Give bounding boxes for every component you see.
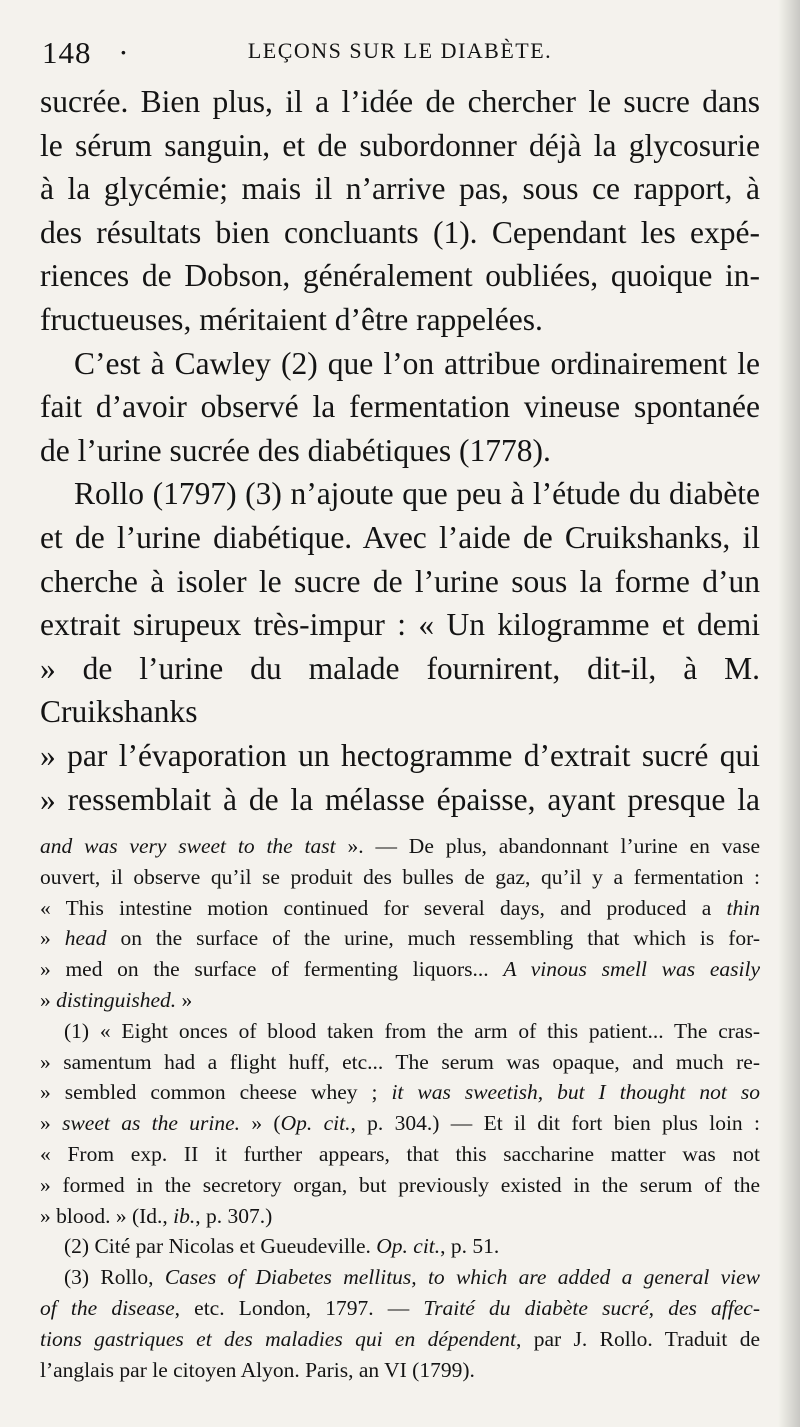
page-number-value: 148: [42, 35, 92, 70]
text-line: sucrée. Bien plus, il a l’idée de chercher le sucre dans: [40, 84, 760, 119]
text-line: de l’urine sucrée des diabétiques (1778).: [40, 432, 551, 468]
note-line: « This intestine motion continued for several days, and produced a thin: [40, 895, 760, 920]
footnote-3: [40, 1262, 760, 1385]
note-line: « From exp. II it further appears, that this saccharine matter was not: [40, 1142, 760, 1167]
note-line: » distinguished. »: [40, 988, 193, 1013]
note-line: of the disease, etc. London, 1797. — Traité du diabète sucré, des affec-: [40, 1296, 760, 1321]
text-line: » ressemblait à de la mélasse épaisse, ayant presque la: [40, 781, 760, 817]
note-line: and was very sweet to the tast ». — De plus, abandonnant l’urine en vase: [40, 834, 760, 859]
text-line: Rollo (1797) (3) n’ajoute que peu à l’étude du diabète: [74, 476, 760, 512]
text-line: des résultats bien concluants (1). Cependant les expé-: [40, 214, 760, 250]
page-number-dot: ·: [118, 35, 130, 70]
note-line: (2) Cité par Nicolas et Gueudeville. Op. cit., p. 51.: [64, 1234, 500, 1259]
text-line: riences de Dobson, généralement oubliées, quoique in-: [40, 258, 760, 294]
page-edge-shadow: [778, 0, 800, 1427]
text-line: fait d’avoir observé la fermentation vineuse spontanée: [40, 389, 760, 425]
note-line: tions gastriques et des maladies qui en dépendent, par J. Rollo. Traduit de: [40, 1326, 760, 1351]
note-line: » sweet as the urine. » (Op. cit., p. 304.) — Et il dit fort bien plus loin :: [40, 1111, 760, 1136]
note-line: l’anglais par le citoyen Alyon. Paris, an VI (1799).: [40, 1357, 475, 1382]
text-line: cherche à isoler le sucre de l’urine sous la forme d’un: [40, 563, 760, 599]
note-line: (3) Rollo, Cases of Diabetes mellitus, to which are added a general view: [64, 1265, 760, 1290]
note-line: ouvert, il observe qu’il se produit des bulles de gaz, qu’il y a fermentation :: [40, 864, 760, 889]
footnotes: [40, 831, 760, 1385]
text-line: fructueuses, méritaient d’être rappelées.: [40, 301, 543, 337]
text-line: et de l’urine diabétique. Avec l’aide de Cruikshanks, il: [40, 519, 760, 555]
paragraph-1: [40, 80, 760, 342]
note-line: » med on the surface of fermenting liquors... A vinous smell was easily: [40, 957, 760, 982]
text-line: C’est à Cawley (2) que l’on attribue ordinairement le: [74, 345, 760, 381]
text-line: » de l’urine du malade fournirent, dit-il, à M. Cruikshanks: [40, 650, 760, 730]
note-line: (1) « Eight onces of blood taken from the arm of this patient... The cras-: [64, 1018, 760, 1043]
text-line: extrait sirupeux très-impur : « Un kilogramme et demi: [40, 607, 760, 643]
footnote-2: [40, 1231, 760, 1262]
main-text: [40, 80, 760, 821]
running-title: LEÇONS SUR LE DIABÈTE.: [247, 38, 553, 63]
text-line: le sérum sanguin, et de subordonner déjà la glycosurie: [40, 127, 760, 163]
note-line: » sembled common cheese whey ; it was sweetish, but I thought not so: [40, 1080, 760, 1105]
paragraph-3: [40, 472, 760, 821]
footnote-1: [40, 1016, 760, 1232]
note-line: » samentum had a flight huff, etc... The serum was opaque, and much re-: [40, 1049, 760, 1074]
note-line: » formed in the secretory organ, but previously existed in the serum of the: [40, 1172, 760, 1197]
page-header: [40, 30, 760, 70]
paragraph-2: [40, 342, 760, 473]
footnote-continuation: [40, 831, 760, 1016]
text-line: » par l’évaporation un hectogramme d’extrait sucré qui: [40, 737, 760, 773]
note-line: » head on the surface of the urine, much ressembling that which is for-: [40, 926, 760, 951]
note-line: » blood. » (Id., ib., p. 307.): [40, 1203, 273, 1228]
text-line: à la glycémie; mais il n’arrive pas, sous ce rapport, à: [40, 171, 760, 207]
